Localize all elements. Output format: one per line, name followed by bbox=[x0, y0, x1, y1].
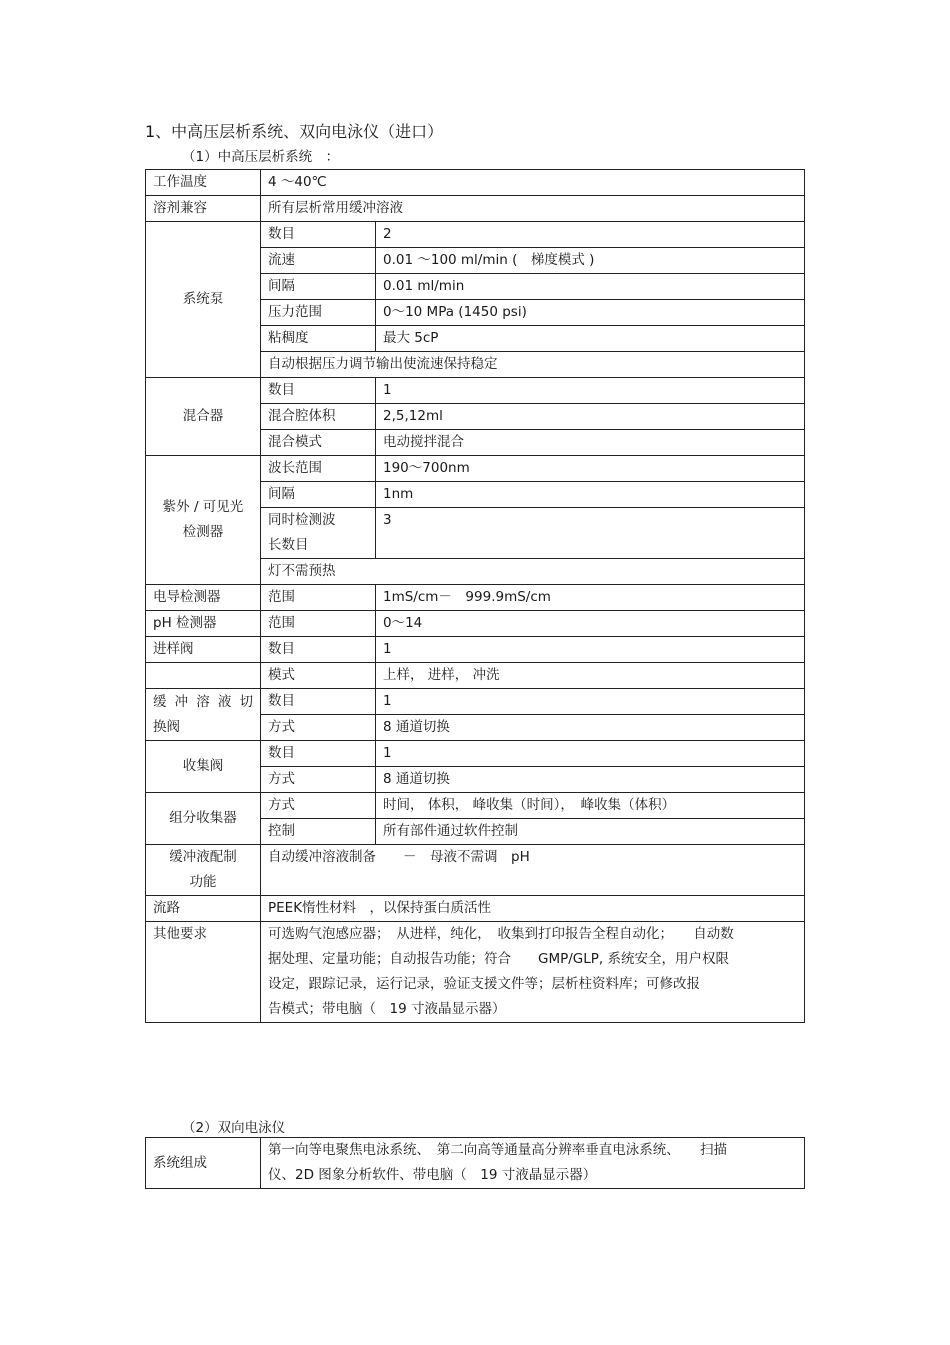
param-name: 数目 bbox=[261, 378, 376, 404]
param-value: 0～10 MPa (1450 psi) bbox=[376, 300, 805, 326]
table-row bbox=[146, 922, 805, 1023]
empty-label bbox=[146, 663, 261, 689]
param-value: 2 bbox=[376, 222, 805, 248]
group-label-buffer-valve bbox=[146, 689, 261, 741]
table-row bbox=[146, 896, 805, 922]
row-value: 所有层析常用缓冲溶液 bbox=[261, 196, 805, 222]
param-name: 方式 bbox=[261, 793, 376, 819]
param-name: 数目 bbox=[261, 741, 376, 767]
group-label-uv bbox=[146, 456, 261, 585]
param-value: 8 通道切换 bbox=[376, 767, 805, 793]
multi-wavelength-line2: 长数目 bbox=[268, 537, 309, 553]
param-value: 电动搅拌混合 bbox=[376, 430, 805, 456]
table-row bbox=[146, 611, 805, 637]
table-row bbox=[146, 585, 805, 611]
buffer-valve-line1: 缓 冲 溶 液 切 bbox=[153, 693, 253, 710]
table-row bbox=[146, 663, 805, 689]
row-label: 工作温度 bbox=[146, 170, 261, 196]
section-heading-electrophoresis: （2）双向电泳仪 bbox=[182, 1120, 286, 1136]
electrophoresis-spec-table bbox=[145, 1137, 805, 1189]
composition-line: 仪、2D 图象分析软件、带电脑（ 19 寸液晶显示器） bbox=[268, 1167, 597, 1183]
table-row bbox=[146, 1138, 805, 1189]
param-name: 数目 bbox=[261, 689, 376, 715]
row-label: 溶剂兼容 bbox=[146, 196, 261, 222]
param-value: 190～700nm bbox=[376, 456, 805, 482]
row-label: 进样阀 bbox=[146, 637, 261, 663]
param-value: 8 通道切换 bbox=[376, 715, 805, 741]
group-label-collect-valve: 收集阀 bbox=[146, 741, 261, 793]
table-row bbox=[146, 689, 805, 715]
chromatography-spec-table bbox=[145, 169, 805, 1023]
param-name: 数目 bbox=[261, 222, 376, 248]
param-name: 控制 bbox=[261, 819, 376, 845]
other-line: 可选购气泡感应器； 从进样，纯化， 收集到打印报告全程自动化； 自动数 bbox=[268, 926, 734, 942]
table-row bbox=[146, 845, 805, 896]
param-value: 2,5,12ml bbox=[376, 404, 805, 430]
param-value: 1 bbox=[376, 689, 805, 715]
other-line: 告模式；带电脑（ 19 寸液晶显示器） bbox=[268, 1001, 506, 1017]
uv-note: 灯不需预热 bbox=[261, 559, 805, 585]
group-label-mixer: 混合器 bbox=[146, 378, 261, 456]
section-heading-chromatography: （1）中高压层析系统 ： bbox=[182, 149, 340, 165]
param-value: 1mS/cm－ 999.9mS/cm bbox=[376, 585, 805, 611]
uv-label-line2: 检测器 bbox=[182, 524, 224, 540]
param-value: 1 bbox=[376, 741, 805, 767]
param-name: 范围 bbox=[261, 611, 376, 637]
param-name: 粘稠度 bbox=[261, 326, 376, 352]
main-heading: 1、中高压层析系统、双向电泳仪（进口） bbox=[145, 122, 444, 141]
system-composition bbox=[261, 1138, 805, 1189]
param-name: 压力范围 bbox=[261, 300, 376, 326]
param-value: 3 bbox=[376, 508, 805, 559]
param-name: 方式 bbox=[261, 767, 376, 793]
uv-label-line1: 紫外 / 可见光 bbox=[162, 499, 244, 515]
param-value: 0.01 ml/min bbox=[376, 274, 805, 300]
row-value: PEEK惰性材料 ，以保持蛋白质活性 bbox=[261, 896, 805, 922]
other-requirements bbox=[261, 922, 805, 1023]
param-name: 混合腔体积 bbox=[261, 404, 376, 430]
param-value: 0～14 bbox=[376, 611, 805, 637]
param-name: 混合模式 bbox=[261, 430, 376, 456]
row-label: 电导检测器 bbox=[146, 585, 261, 611]
param-value: 1nm bbox=[376, 482, 805, 508]
row-label: pH 检测器 bbox=[146, 611, 261, 637]
composition-line: 第一向等电聚焦电泳系统、 第二向高等通量高分辨率垂直电泳系统、 扫描 bbox=[268, 1142, 727, 1158]
other-line: 设定，跟踪记录，运行记录，验证支援文件等；层析柱资料库；可修改报 bbox=[268, 976, 700, 992]
row-label: 其他要求 bbox=[146, 922, 261, 1023]
table-row bbox=[146, 170, 805, 196]
multi-wavelength-line1: 同时检测波 bbox=[268, 512, 336, 528]
table-row bbox=[146, 222, 805, 248]
param-value: 1 bbox=[376, 378, 805, 404]
param-name: 间隔 bbox=[261, 482, 376, 508]
param-name: 数目 bbox=[261, 637, 376, 663]
table-row bbox=[146, 793, 805, 819]
row-label-buffer-prep bbox=[146, 845, 261, 896]
param-name: 范围 bbox=[261, 585, 376, 611]
table-row bbox=[146, 456, 805, 482]
row-value: 4 ～40℃ bbox=[261, 170, 805, 196]
row-value: 自动缓冲溶液制备 － 母液不需调 pH bbox=[261, 845, 805, 896]
pump-note: 自动根据压力调节输出使流速保持稳定 bbox=[261, 352, 805, 378]
param-name: 流速 bbox=[261, 248, 376, 274]
buffer-prep-line2: 功能 bbox=[189, 874, 217, 890]
param-value: 时间， 体积， 峰收集（时间）， 峰收集（体积） bbox=[376, 793, 805, 819]
table-row bbox=[146, 741, 805, 767]
table-row bbox=[146, 378, 805, 404]
param-name: 波长范围 bbox=[261, 456, 376, 482]
param-name: 方式 bbox=[261, 715, 376, 741]
param-name: 模式 bbox=[261, 663, 376, 689]
param-value: 上样， 进样， 冲洗 bbox=[376, 663, 805, 689]
buffer-prep-line1: 缓冲液配制 bbox=[169, 849, 237, 865]
buffer-valve-line2: 换阀 bbox=[153, 718, 180, 735]
param-value: 最大 5cP bbox=[376, 326, 805, 352]
table-row bbox=[146, 196, 805, 222]
group-label-pump: 系统泵 bbox=[146, 222, 261, 378]
group-label-fraction-collector: 组分收集器 bbox=[146, 793, 261, 845]
param-name bbox=[261, 508, 376, 559]
param-value: 1 bbox=[376, 637, 805, 663]
param-name: 间隔 bbox=[261, 274, 376, 300]
row-label: 流路 bbox=[146, 896, 261, 922]
param-value: 0.01 ～100 ml/min ( 梯度模式 ) bbox=[376, 248, 805, 274]
table-row bbox=[146, 637, 805, 663]
param-value: 所有部件通过软件控制 bbox=[376, 819, 805, 845]
row-label: 系统组成 bbox=[146, 1138, 261, 1189]
other-line: 据处理、定量功能；自动报告功能；符合 GMP/GLP, 系统安全，用户权限 bbox=[268, 951, 730, 967]
